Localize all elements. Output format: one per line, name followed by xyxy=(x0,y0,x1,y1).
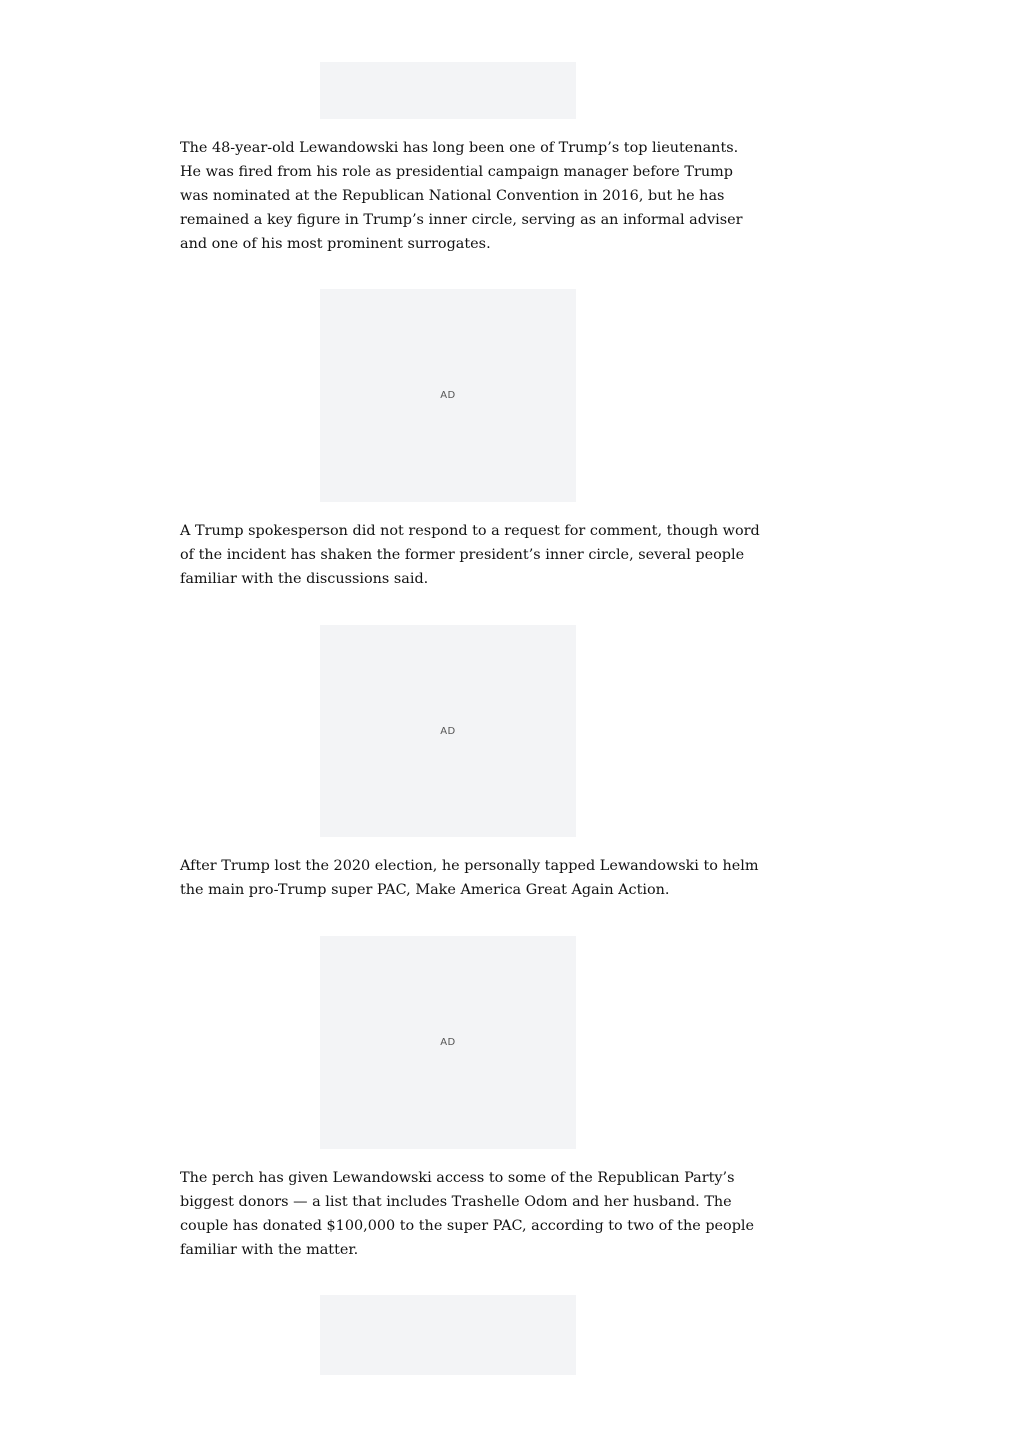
paragraph-line: He was fired from his role as presidential campaign manager before Trump xyxy=(180,164,733,180)
ad-label: AD xyxy=(440,725,456,737)
paragraph-line: After Trump lost the 2020 election, he personally tapped Lewandowski to helm xyxy=(180,858,759,874)
paragraph-line: A Trump spokesperson did not respond to a request for comment, though word xyxy=(180,523,760,539)
paragraph-line: familiar with the matter. xyxy=(180,1242,359,1258)
ad-slot-bottom[interactable] xyxy=(320,1295,576,1375)
paragraph-line: familiar with the discussions said. xyxy=(180,571,429,587)
ad-slot[interactable] xyxy=(320,936,576,1149)
paragraph-line: was nominated at the Republican National Convention in 2016, but he has xyxy=(180,188,725,204)
article-paragraph xyxy=(180,1166,755,1262)
paragraph-line: the main pro-Trump super PAC, Make America Great Again Action. xyxy=(180,882,670,898)
article-paragraph xyxy=(180,854,759,902)
ad-slot[interactable] xyxy=(320,625,576,837)
ad-label: AD xyxy=(440,1037,456,1048)
article-paragraph xyxy=(180,519,760,591)
paragraph-line: biggest donors — a list that includes Trashelle Odom and her husband. The xyxy=(180,1194,732,1210)
article-paragraph xyxy=(180,136,743,256)
paragraph-line: remained a key figure in Trump’s inner circle, serving as an informal adviser xyxy=(180,212,743,228)
ad-slot-top[interactable] xyxy=(320,62,576,119)
paragraph-line: and one of his most prominent surrogates. xyxy=(180,236,491,252)
ad-label: AD xyxy=(440,390,456,401)
paragraph-line: couple has donated $100,000 to the super PAC, according to two of the people xyxy=(180,1218,755,1234)
ad-slot[interactable] xyxy=(320,289,576,502)
paragraph-line: The perch has given Lewandowski access to some of the Republican Party’s xyxy=(180,1170,735,1186)
paragraph-line: of the incident has shaken the former president’s inner circle, several people xyxy=(180,547,745,563)
paragraph-line: The 48-year-old Lewandowski has long been one of Trump’s top lieutenants. xyxy=(180,140,739,156)
